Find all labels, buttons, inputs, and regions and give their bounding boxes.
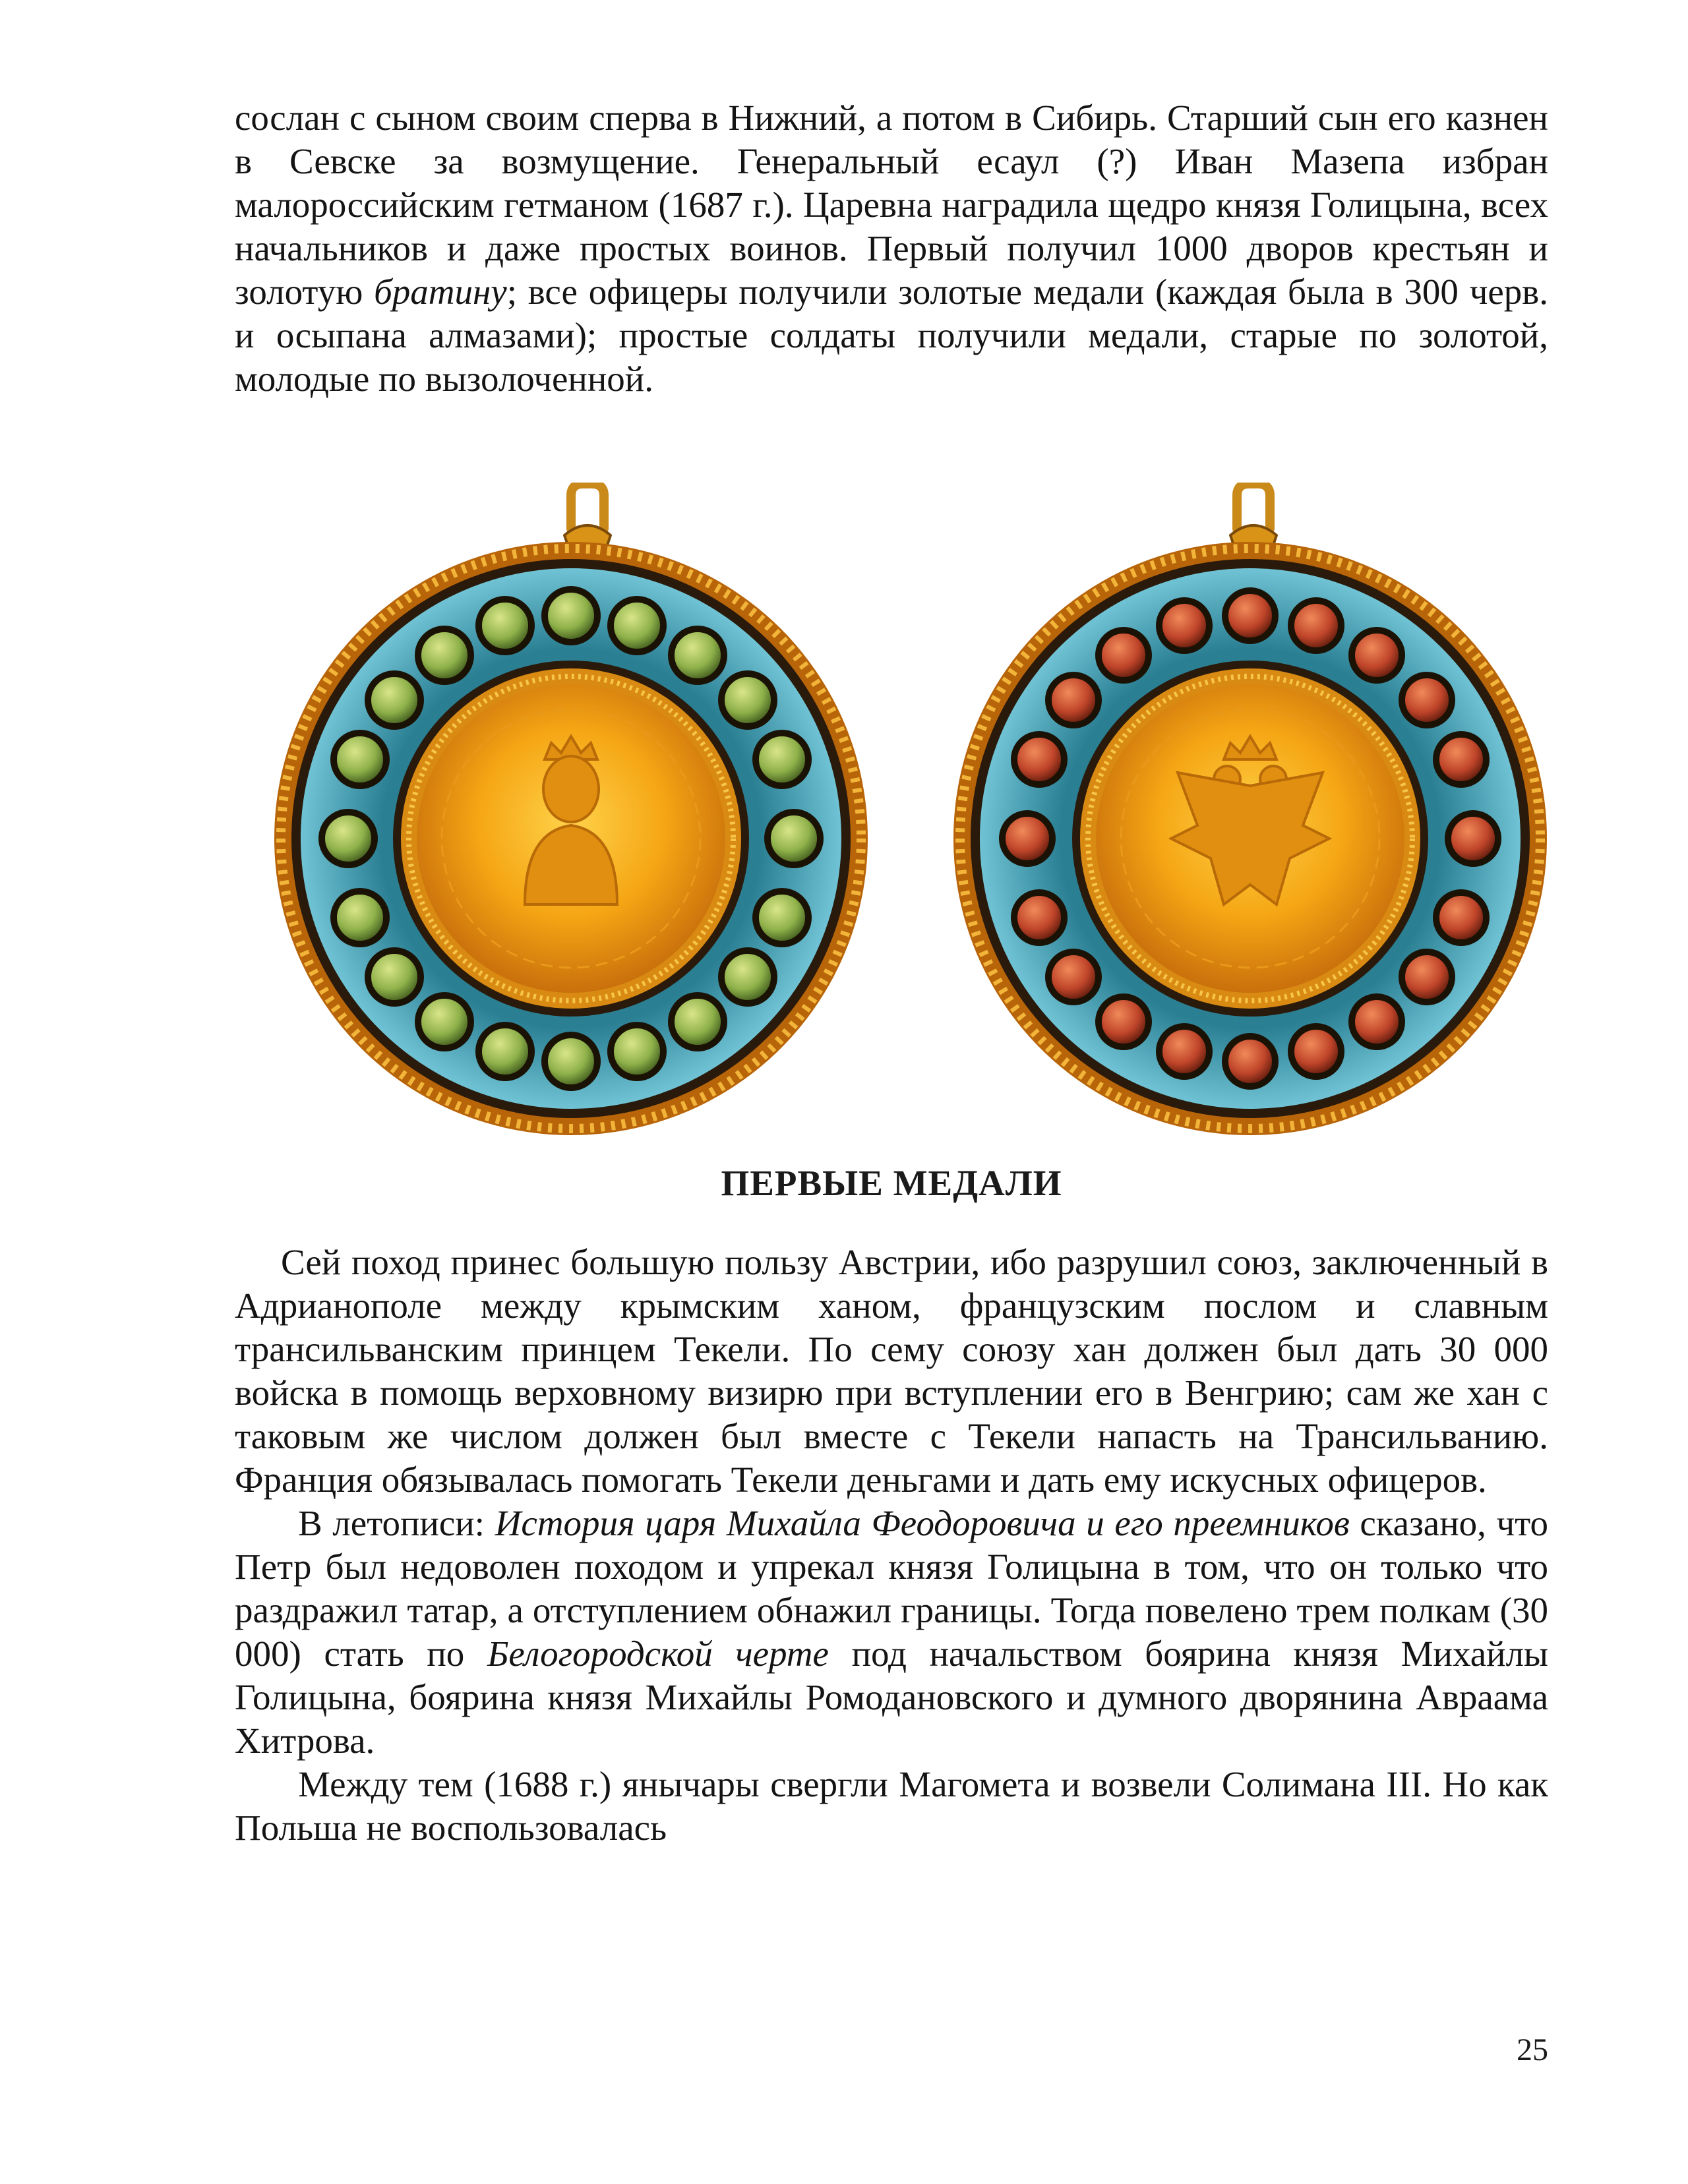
paragraph-1: Сей поход принес большую пользу Австрии, ибо разрушил союз, заключенный в Адрианополе между крымским ханом, французским послом и славным трансильванским принцем Текели. По сему союзу хан должен был дать 30 000 войска в помощь верховному визирю при вступлении его в Венгрию; сам же хан с таковым же числом должен был вместе с Текели напасть на Трансильванию. Франция обязывалась помогать Текели деньгами и дать ему искусных офицеров. xyxy=(235,1242,1548,1500)
paragraph-top-text-2: ; все офицеры получили золотые медали (каждая была в 300 черв. и осыпана алмазами); простые солдаты получили медали, старые по золотой, молодые по вызолоченной. xyxy=(235,272,1548,399)
page-number: 25 xyxy=(1517,2032,1548,2067)
medals-illustration xyxy=(235,483,1548,1168)
medal-right xyxy=(953,484,1547,1135)
medal-left xyxy=(274,484,868,1135)
paragraph-top-text-1: сослан с сыном своим сперва в Нижний, а потом в Сибирь. Старший сын его казнен в Севске за возмущение. Генеральный есаул (?) Иван Мазепа избран малороссийским гетманом (1687 г.). Царевна наградила щедро князя Голицына, всех начальников и даже простых воинов. Первый получил 1000 дворов крестьян и золотую xyxy=(235,98,1548,312)
paragraph-2-text-2: под начальством боярина князя Михайлы Голицына, боярина князя Михайлы Ромодановского и думного дворянина Авраама Хитрова. xyxy=(235,1634,1548,1761)
paragraph-top xyxy=(235,96,1548,401)
paragraph-3: Между тем (1688 г.) янычары свергли Магомета и возвели Солимана III. Но как Польша не воспользовалась xyxy=(235,1764,1548,1848)
paragraph-top-italic-bratina: братину xyxy=(374,272,507,312)
top-text-block xyxy=(235,96,1548,401)
paragraph-2-text-1: сказано, что Петр был недоволен походом и упрекал князя Голицына в том, что он только что раздражил татар, а отступлением обнажил границы. Тогда повелено трем полкам (30 000) стать по xyxy=(235,1503,1548,1674)
medals-figure xyxy=(235,483,1548,1168)
paragraph-2-italic-place: Белогородской черте xyxy=(487,1634,829,1674)
figure-caption: ПЕРВЫЕ МЕДАЛИ xyxy=(721,1163,1062,1203)
paragraph-2 xyxy=(235,1502,1548,1763)
bottom-text-block xyxy=(235,1241,1548,1850)
paragraph-2-lead: В летописи: xyxy=(298,1503,495,1543)
paragraph-2-italic-source: История царя Михайла Феодоровича и его преемников xyxy=(495,1503,1350,1543)
